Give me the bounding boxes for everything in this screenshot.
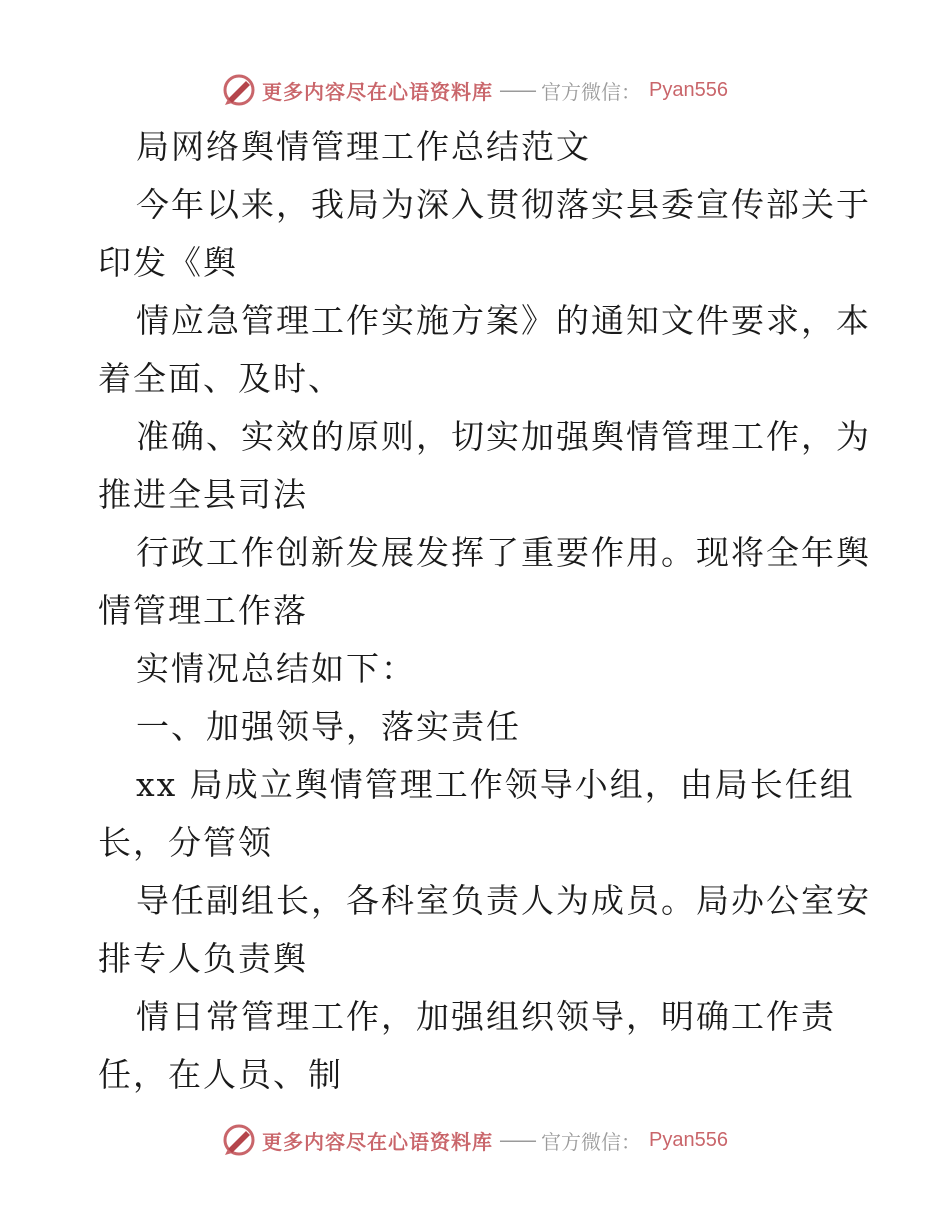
- document-body: [98, 118, 871, 1104]
- document-line: 印发《舆: [98, 243, 238, 282]
- document-line: 任，在人员、制: [98, 1055, 343, 1094]
- document-line: 长，分管领: [98, 823, 273, 862]
- document-line: 排专人负责舆: [98, 939, 308, 978]
- document-line: 着全面、及时、: [98, 359, 343, 398]
- document-line: 情应急管理工作实施方案》的通知文件要求，本: [136, 301, 871, 340]
- document-line: 准确、实效的原则，切实加强舆情管理工作，为: [136, 417, 871, 456]
- document-line: 一、加强领导，落实责任: [136, 707, 521, 746]
- footer-slogan: 更多内容尽在心语资料库: [262, 1129, 494, 1154]
- footer-banner: [0, 1120, 950, 1160]
- footer-contact-label: 官方微信：: [541, 1129, 642, 1154]
- document-line: xx 局成立舆情管理工作领导小组，由局长任组: [136, 765, 855, 804]
- document-line: 行政工作创新发展发挥了重要作用。现将全年舆: [136, 533, 871, 572]
- brush-logo-icon: [222, 1123, 256, 1157]
- document-line: 实情况总结如下：: [136, 649, 416, 688]
- brush-logo-icon: [222, 73, 256, 107]
- document-line: 情日常管理工作，加强组织领导，明确工作责: [136, 997, 836, 1036]
- footer-contact-id: Pyan556: [649, 1128, 728, 1151]
- document-line: 今年以来，我局为深入贯彻落实县委宣传部关于: [136, 185, 871, 224]
- document-line: 情管理工作落: [98, 591, 308, 630]
- header-dash: ——: [499, 78, 536, 102]
- document-line: 推进全县司法: [98, 475, 308, 514]
- document-title: 局网络舆情管理工作总结范文: [136, 127, 591, 166]
- header-banner: [0, 70, 950, 110]
- footer-dash: ——: [499, 1128, 536, 1152]
- header-contact-label: 官方微信：: [541, 79, 642, 104]
- header-contact-id: Pyan556: [649, 78, 728, 101]
- document-line: 导任副组长，各科室负责人为成员。局办公室安: [136, 881, 871, 920]
- header-slogan: 更多内容尽在心语资料库: [262, 79, 494, 104]
